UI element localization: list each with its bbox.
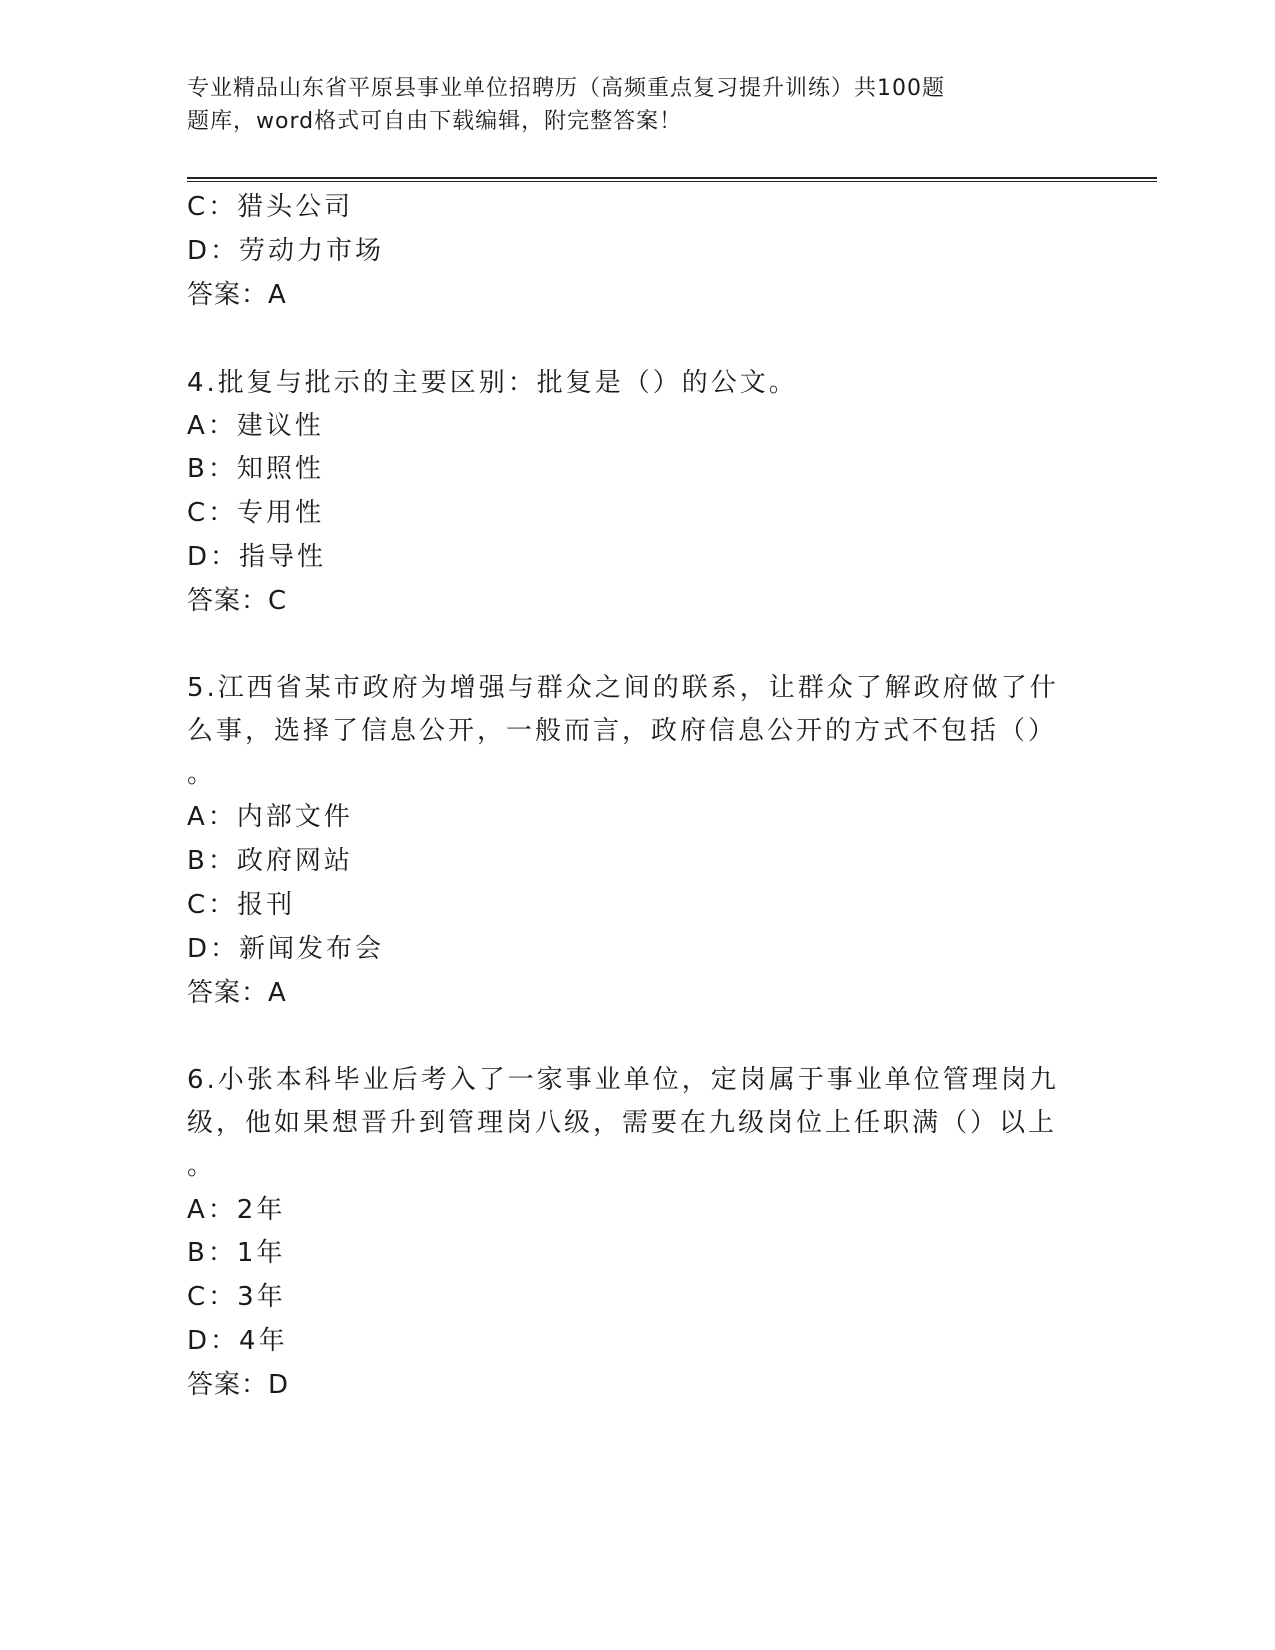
q3-option-d: D：劳动力市场 [187,236,385,266]
q5-option-d: D：新闻发布会 [187,934,385,964]
q6-option-a: A：2年 [187,1195,286,1225]
q5-stem-line-1: 5.江西省某市政府为增强与群众之间的联系，让群众了解政府做了什 [187,673,1059,703]
q6-option-c: C：3年 [187,1282,286,1312]
q4-answer: 答案：C [187,586,288,616]
q5-stem-line-3: 。 [187,759,217,789]
q5-option-c: C：报刊 [187,890,296,920]
header-line-1: 专业精品山东省平原县事业单位招聘历（高频重点复习提升训练）共100题 [187,76,945,101]
q4-stem: 4.批复与批示的主要区别：批复是（）的公文。 [187,368,798,398]
header-divider [187,177,1157,182]
q3-option-c: C：猎头公司 [187,192,354,222]
q5-answer: 答案：A [187,978,287,1008]
q6-answer: 答案：D [187,1370,290,1400]
q4-option-d: D：指导性 [187,542,327,572]
document-header [187,72,1017,138]
q6-option-d: D：4年 [187,1326,288,1356]
q6-option-b: B：1年 [187,1238,286,1268]
q5-option-b: B：政府网站 [187,846,353,876]
q6-stem-line-2: 级，他如果想晋升到管理岗八级，需要在九级岗位上任职满（）以上 [187,1108,1058,1138]
q6-stem-line-3: 。 [187,1151,217,1181]
q4-option-c: C：专用性 [187,498,325,528]
q4-option-b: B：知照性 [187,454,324,484]
q5-option-a: A：内部文件 [187,802,353,832]
q3-answer: 答案：A [187,280,287,310]
header-line-2: 题库，word格式可自由下载编辑，附完整答案！ [187,109,683,134]
q6-stem-line-1: 6.小张本科毕业后考入了一家事业单位，定岗属于事业单位管理岗九 [187,1065,1059,1095]
q4-option-a: A：建议性 [187,411,324,441]
q5-stem-line-2: 么事，选择了信息公开，一般而言，政府信息公开的方式不包括（） [187,716,1058,746]
